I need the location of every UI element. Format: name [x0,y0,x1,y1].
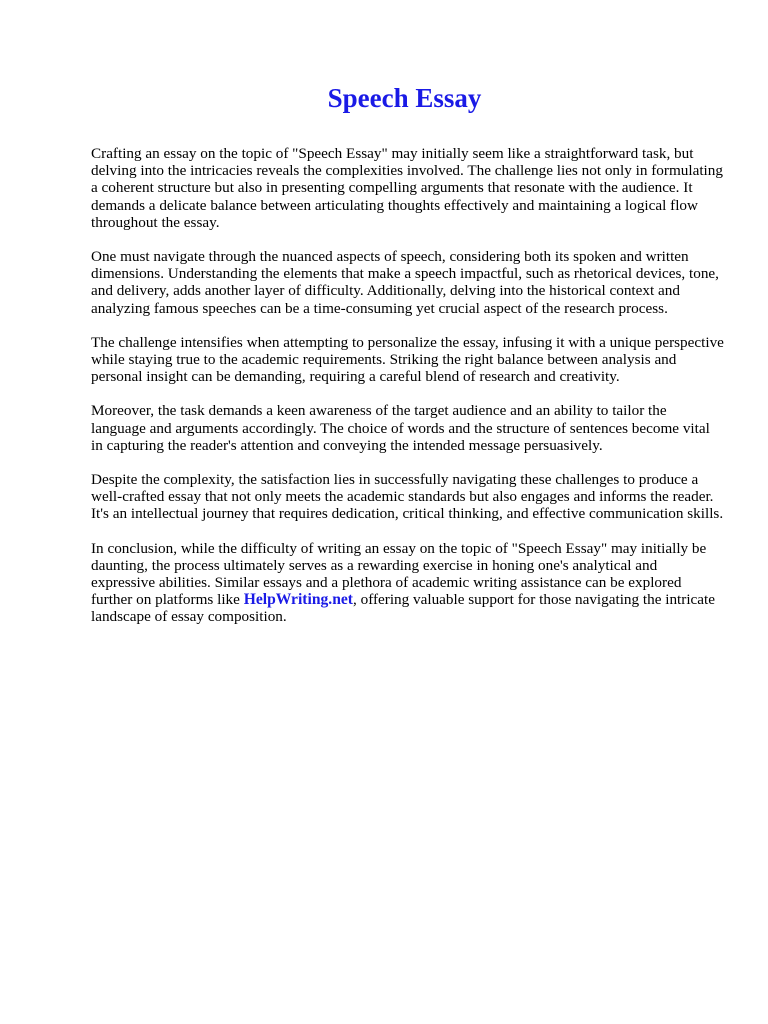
conclusion-paragraph [91,540,724,626]
conclusion-text-after-link: , offering valuable support for those navigating the intricate landscape of essay composition. [91,591,716,626]
paragraph-2: One must navigate through the nuanced aspects of speech, considering both its spoken and written dimensions. Understanding the elements that make a speech impactful, such as rhetorical devices, tone, and delivery, adds another layer of difficulty. Additionally, delving into the historical context and analyzing famous speeches can be a time-consuming yet crucial aspect of the research process. [91,248,719,317]
document-page [91,80,724,643]
helpwriting-link[interactable]: HelpWriting.net [243,591,353,609]
paragraph-3: The challenge intensifies when attempting to personalize the essay, infusing it with a unique perspective while staying true to the academic requirements. Striking the right balance between analysis and personal insight can be demanding, requiring a careful blend of research and creativity. [91,333,724,386]
paragraph-5: Despite the complexity, the satisfaction lies in successfully navigating these challenges to produce a well-crafted essay that not only meets the academic standards but also engages and informs the reader. It's an intellectual journey that requires dedication, critical thinking, and effective communication skills. [91,471,724,523]
document-body [91,145,724,626]
paragraph-4: Moreover, the task demands a keen awareness of the target audience and an ability to tailor the language and arguments accordingly. The choice of words and the structure of sentences become vital in capturing the reader's attention and conveying the intended message persuasively. [91,402,710,454]
conclusion-text-before-link: In conclusion, while the difficulty of writing an essay on the topic of "Speech Essay" may initially be daunting, the process ultimately serves as a rewarding exercise in honing one's analytical and expressive abilities. Similar essays and a plethora of academic writing assistance can be explored further on platforms like [91,539,707,609]
paragraph-1: Crafting an essay on the topic of "Speech Essay" may initially seem like a straightforward task, but delving into the intricacies reveals the complexities involved. The challenge lies not only in formulating a coherent structure but also in presenting compelling arguments that resonate with the audience. It demands a delicate balance between articulating thoughts effectively and maintaining a logical flow throughout the essay. [91,145,723,231]
document-title: Speech Essay [327,83,482,113]
